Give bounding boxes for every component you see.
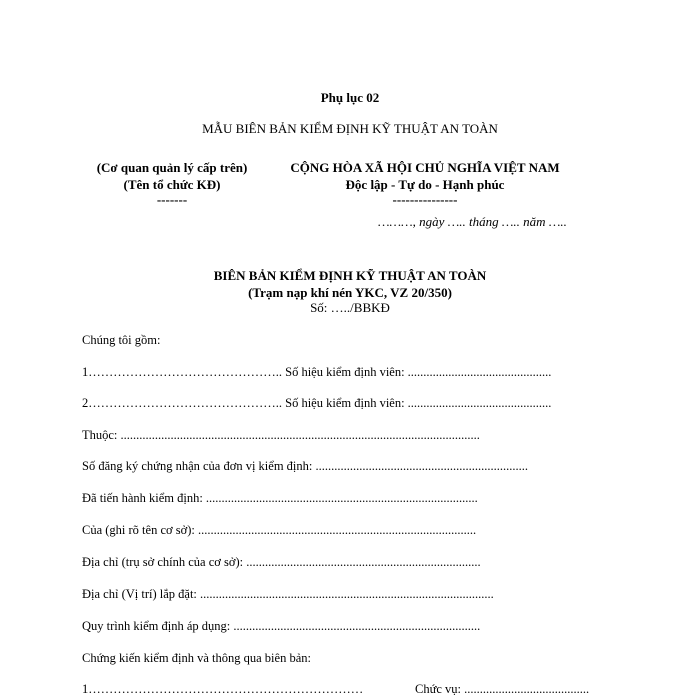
intro-line: Chúng tôi gồm:	[82, 333, 161, 347]
left-rule: -------	[156, 192, 188, 207]
agency-label: (Cơ quan quản lý cấp trên)	[96, 160, 248, 175]
procedure-line: Quy trình kiểm định áp dụng: ...............................................................................	[82, 619, 481, 633]
report-number: Số: …../BBKĐ	[310, 300, 390, 315]
facility-line: Của (ghi rõ tên cơ sở): .........................................................................................	[82, 523, 477, 537]
address-line: Địa chỉ (trụ sở chính của cơ sở): ...........................................................................	[82, 555, 481, 569]
witness-1-name: 1…………………………………………………………	[82, 682, 364, 696]
national-motto: Độc lập - Tự do - Hạnh phúc	[345, 177, 505, 192]
performed-line: Đã tiến hành kiểm định: .......................................................................................	[82, 491, 478, 505]
witness-heading: Chứng kiến kiểm định và thông qua biên bản:	[82, 651, 311, 665]
right-rule: ---------------	[392, 192, 458, 207]
report-title: BIÊN BẢN KIỂM ĐỊNH KỸ THUẬT AN TOÀN	[213, 268, 487, 283]
belongs-line: Thuộc: ...................................................................................................................	[82, 428, 480, 442]
install-location-line: Địa chỉ (Vị trí) lắp đặt: ..............................................................................................	[82, 587, 494, 601]
national-title: CỘNG HÒA XÃ HỘI CHỦ NGHĨA VIỆT NAM	[290, 160, 560, 175]
inspector-2-line: 2……………………………………….. Số hiệu kiểm định viên: ..............................................	[82, 396, 552, 410]
date-line: ………, ngày ….. tháng ….. năm …..	[378, 214, 567, 229]
inspector-1-line: 1……………………………………….. Số hiệu kiểm định viên: ..............................................	[82, 365, 552, 379]
form-title: MẪU BIÊN BẢN KIỂM ĐỊNH KỸ THUẬT AN TOÀN	[202, 121, 498, 136]
witness-1-position: Chức vụ: ........................................	[415, 682, 590, 696]
appendix-label: Phụ lục 02	[320, 90, 380, 105]
organization-label: (Tên tổ chức KĐ)	[123, 177, 221, 192]
registration-line: Số đăng ký chứng nhận của đơn vị kiểm định: ....................................................................	[82, 459, 528, 473]
report-subtitle: (Trạm nạp khí nén YKC, VZ 20/350)	[248, 285, 452, 300]
